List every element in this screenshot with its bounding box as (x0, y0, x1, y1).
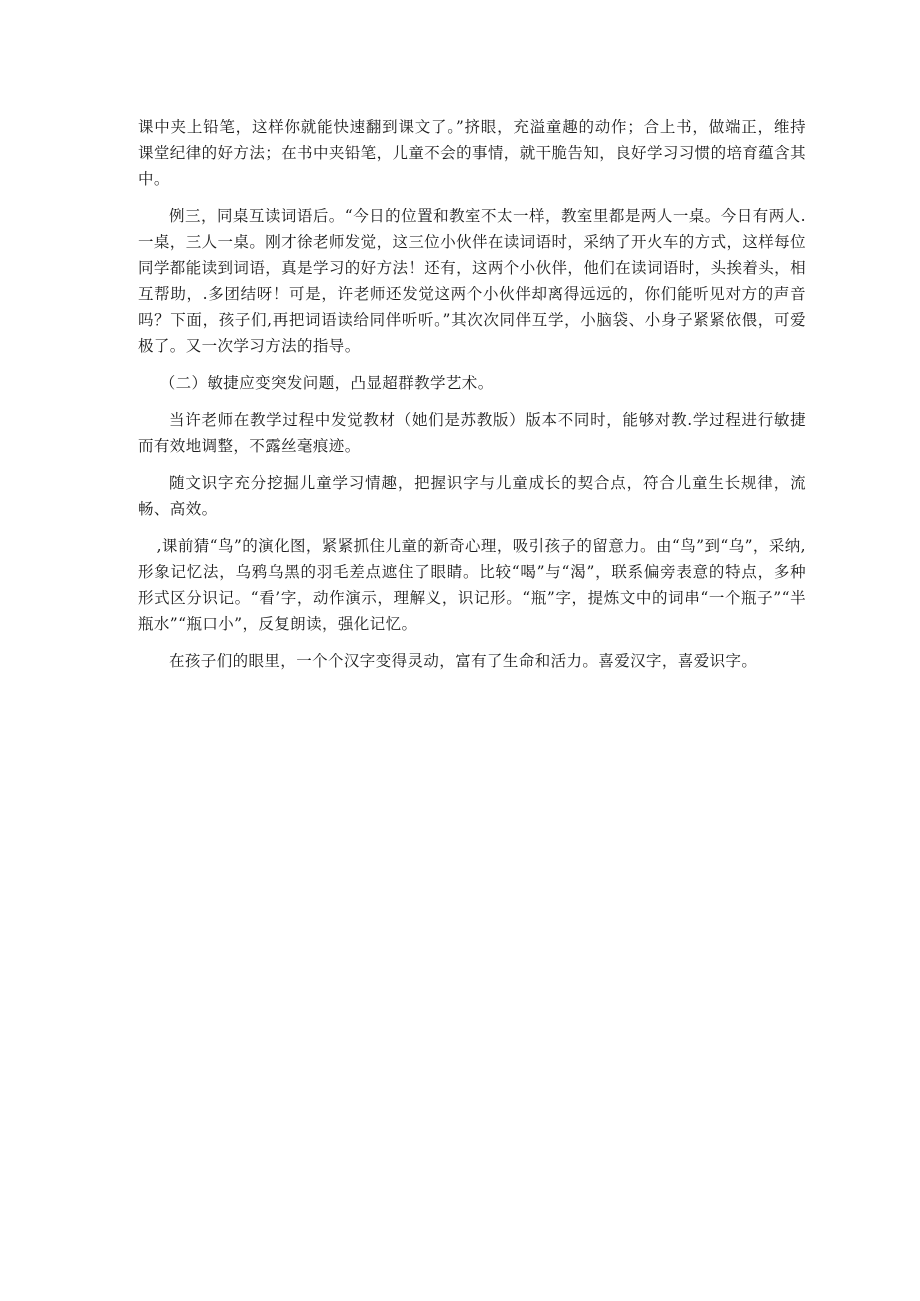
paragraph-6: 在孩子们的眼里，一个个汉字变得灵动，富有了生命和活力。喜爱汉字，喜爱识字。 (169, 652, 758, 670)
section-heading: （二）敏捷应变突发问题，凸显超群教学艺术。 (159, 374, 494, 392)
document-body (138, 114, 806, 685)
paragraph-2: 例三，同桌互读词语后。“今日的位置和教室不太一样，教室里都是两人一桌。今日有两人.一桌，三人一桌。刚才徐老师发觉，这三位小伙伴在读词语时，采纳了开火车的方式，这样每位同学都能读到词语，真是学习的好方法！还有，这两个小伙伴，他们在读词语时，头挨着头，相互帮助，.多团结呀！可是，许老师还发觉这两个小伙伴却离得远远的，你们能听见对方的声音吗？下面，孩子们,再把词语读给同伴听听。”其次次同伴互学，小脑袋、小身子紧紧依偎，可爱极了。又一次学习方法的指导。 (138, 207, 806, 355)
paragraph-5: ,课前猜“鸟”的演化图，紧紧抓住儿童的新奇心理，吸引孩子的留意力。由“鸟”到“乌”，采纳,形象记忆法，乌鸦乌黑的羽毛差点遮住了眼睛。比较“喝”与“渴”，联系偏旁表意的特点，多种形式区分识记。“看’字，动作演示，理解义，识记形。“瓶”字，提炼文中的词串“一个瓶子”“半瓶水”“瓶口小”，反复朗读，强化记忆。 (138, 537, 806, 633)
paragraph-4: 随文识字充分挖掘儿童学习情趣，把握识字与儿童成长的契合点，符合儿童生长规律，流畅、高效。 (138, 474, 806, 518)
paragraph-3: 当许老师在教学过程中发觉教材（她们是苏教版）版本不同时，能够对教.学过程进行敏捷而有效地调整，不露丝毫痕迹。 (138, 411, 806, 455)
paragraph-1: 课中夹上铅笔，这样你就能快速翻到课文了。”挤眼，充溢童趣的动作；合上书，做端正，维持课堂纪律的好方法；在书中夹铅笔，儿童不会的事情，就干脆告知，良好学习习惯的培育蕴含其中。 (138, 118, 806, 188)
